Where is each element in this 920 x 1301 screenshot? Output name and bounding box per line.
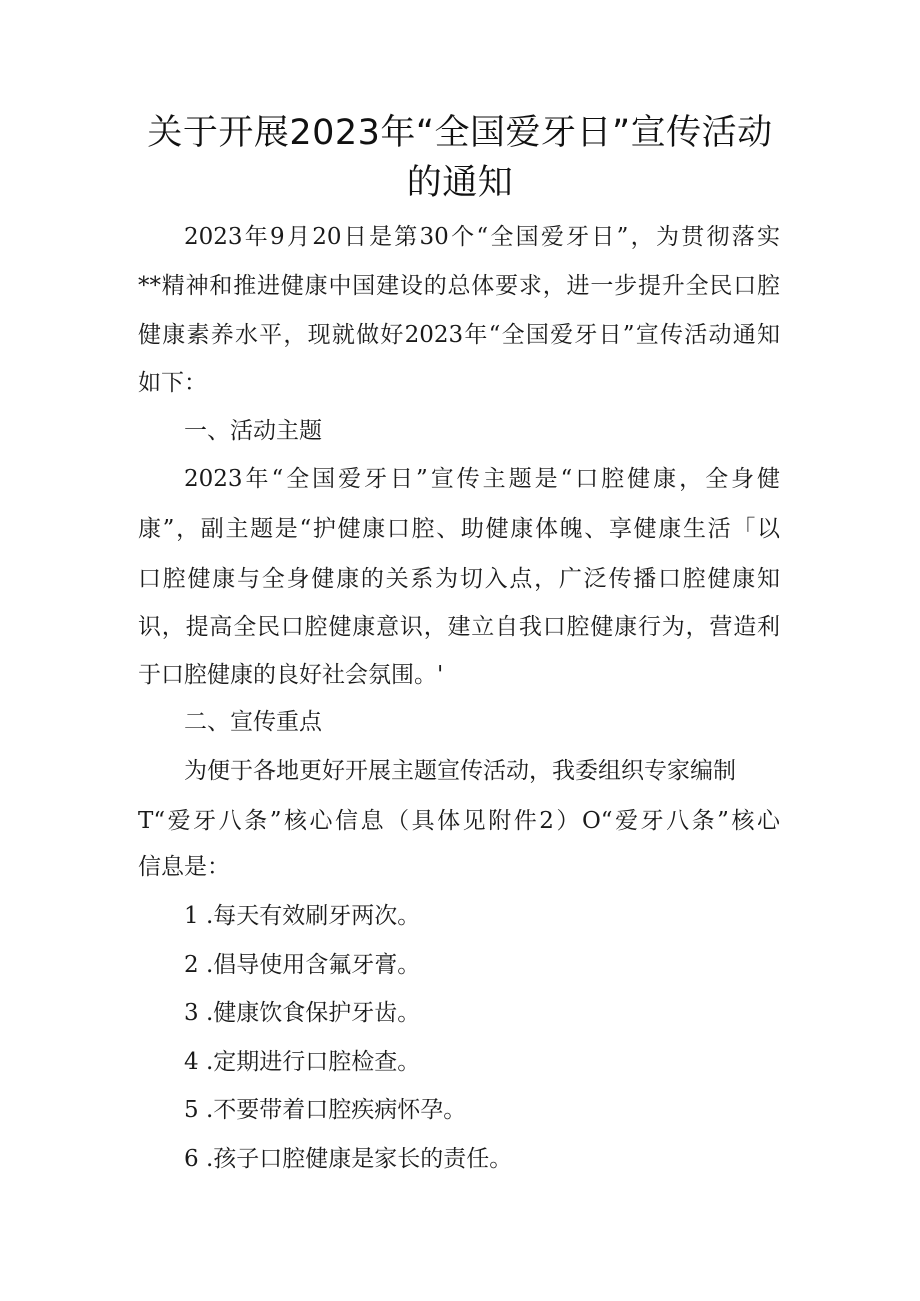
list-item: 4 .定期进行口腔检查。 [184, 1049, 421, 1075]
section-2-line-1: 为便于各地更好开展主题宣传活动，我委组织专家编制 [184, 758, 736, 784]
section-2-line-3: 信息是： [138, 854, 230, 880]
intro-line-4: 如下： [138, 370, 207, 396]
section-1-line-2: 康”，副主题是“护健康口腔、助健康体魄、享健康生活「以 [138, 516, 780, 542]
document-title-line-1: 关于开展2023年“全国爱牙日”宣传活动 [147, 113, 773, 153]
section-1-line-4: 识，提高全民口腔健康意识，建立自我口腔健康行为，营造利 [138, 614, 780, 640]
list-item: 6 .孩子口腔健康是家长的责任。 [184, 1146, 513, 1172]
intro-line-1: 2023年9月20日是第30个“全国爱牙日”，为贯彻落实 [184, 224, 780, 250]
list-item: 3 .健康饮食保护牙齿。 [184, 1000, 421, 1026]
section-1-line-1: 2023年“全国爱牙日”宣传主题是“口腔健康，全身健 [184, 466, 780, 492]
list-item: 2 .倡导使用含氟牙膏。 [184, 952, 421, 978]
list-item: 5 .不要带着口腔疾病怀孕。 [184, 1097, 467, 1123]
section-2-heading: 二、宣传重点 [184, 709, 322, 735]
intro-line-3: 健康素养水平，现就做好2023年“全国爱牙日”宣传活动通知 [138, 322, 780, 348]
section-1-line-3: 口腔健康与全身健康的关系为切入点，广泛传播口腔健康知 [138, 566, 780, 592]
intro-line-2: **精神和推进健康中国建设的总体要求，进一步提升全民口腔 [138, 273, 780, 299]
section-2-line-2: T“爱牙八条”核心信息（具体见附件2）O“爱牙八条”核心 [138, 808, 780, 834]
section-1-heading: 一、活动主题 [184, 418, 322, 444]
document-title-line-2: 的通知 [406, 163, 514, 203]
section-1-line-5: 于口腔健康的良好社会氛围。' [138, 662, 444, 688]
list-item: 1 .每天有效刷牙两次。 [184, 903, 421, 929]
